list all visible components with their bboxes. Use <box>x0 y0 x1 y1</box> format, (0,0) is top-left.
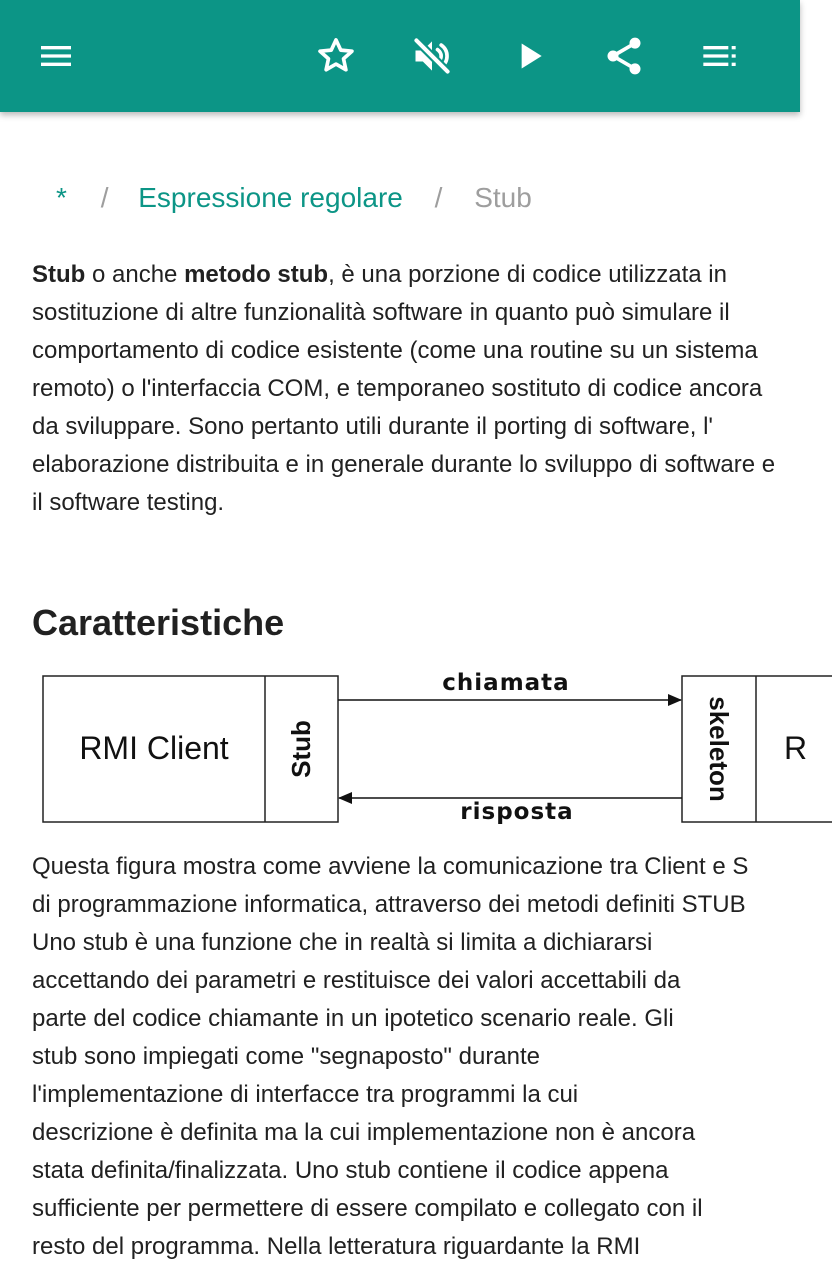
response-label: risposta <box>460 799 574 825</box>
body-line: l'implementazione di interfacce tra programmi la cui <box>32 1081 579 1108</box>
body-line: di programmazione informatica, attraverso dei metodi definiti STUB <box>32 891 746 918</box>
intro-connector: o anche <box>85 261 185 288</box>
playlist-icon <box>700 36 740 76</box>
play-button[interactable] <box>498 24 562 88</box>
skeleton-label: skeleton <box>704 696 734 802</box>
play-icon <box>510 36 550 76</box>
body-line: resto del programma. Nella letteratura riguardante la RMI <box>32 1233 641 1260</box>
breadcrumb-separator: / <box>434 182 443 213</box>
share-button[interactable] <box>592 24 656 88</box>
stub-label: Stub <box>286 720 316 778</box>
rmi-diagram <box>0 662 808 832</box>
call-label: chiamata <box>442 670 570 696</box>
body-line: Questa figura mostra come avviene la comunicazione tra Client e S <box>32 853 749 880</box>
contents-button[interactable] <box>688 24 752 88</box>
menu-icon <box>36 36 76 76</box>
breadcrumb-home-link[interactable]: * <box>56 182 67 213</box>
breadcrumb-separator: / <box>100 182 109 213</box>
client-label: RMI Client <box>79 730 229 766</box>
app-bar <box>0 0 800 112</box>
body-line: sufficiente per permettere di essere compilato e collegato con il <box>32 1195 703 1222</box>
body-line: descrizione è definita ma la cui implementazione non è ancora <box>32 1119 696 1146</box>
intro-text: , è una porzione di codice utilizzata in sostituzione di altre funzionalità software in quanto può simulare il comportamento di codice esistente (come una routine su un sistema remoto) o l'interfaccia COM, e temporaneo sostituto di codice ancora da sviluppare. Sono pertanto utili durante il porting di software, l' elaborazione distribuita e in generale durante lo sviluppo di software e il software testing. <box>32 261 776 516</box>
breadcrumb-parent-link[interactable]: Espressione regolare <box>138 182 403 213</box>
star-icon <box>314 34 358 78</box>
body-paragraph <box>32 848 832 1266</box>
body-line: accettando dei parametri e restituisce dei valori accettabili da <box>32 967 681 994</box>
body-line: parte del codice chiamante in un ipotetico scenario reale. Gli <box>32 1005 674 1032</box>
breadcrumb <box>32 178 532 218</box>
intro-paragraph <box>32 256 780 522</box>
section-heading: Caratteristiche <box>32 602 285 643</box>
menu-button[interactable] <box>24 24 88 88</box>
volume-off-icon <box>410 34 454 78</box>
term-metodo-stub: metodo stub <box>184 261 329 288</box>
share-icon <box>602 34 646 78</box>
term-stub: Stub <box>32 261 86 288</box>
bookmark-button[interactable] <box>304 24 368 88</box>
body-line: stata definita/finalizzata. Uno stub contiene il codice appena <box>32 1157 669 1184</box>
mute-button[interactable] <box>400 24 464 88</box>
body-line: stub sono impiegati come "segnaposto" durante <box>32 1043 541 1070</box>
server-label: R <box>784 730 808 766</box>
breadcrumb-current: Stub <box>474 182 532 213</box>
body-line: Uno stub è una funzione che in realtà si limita a dichiararsi <box>32 929 653 956</box>
